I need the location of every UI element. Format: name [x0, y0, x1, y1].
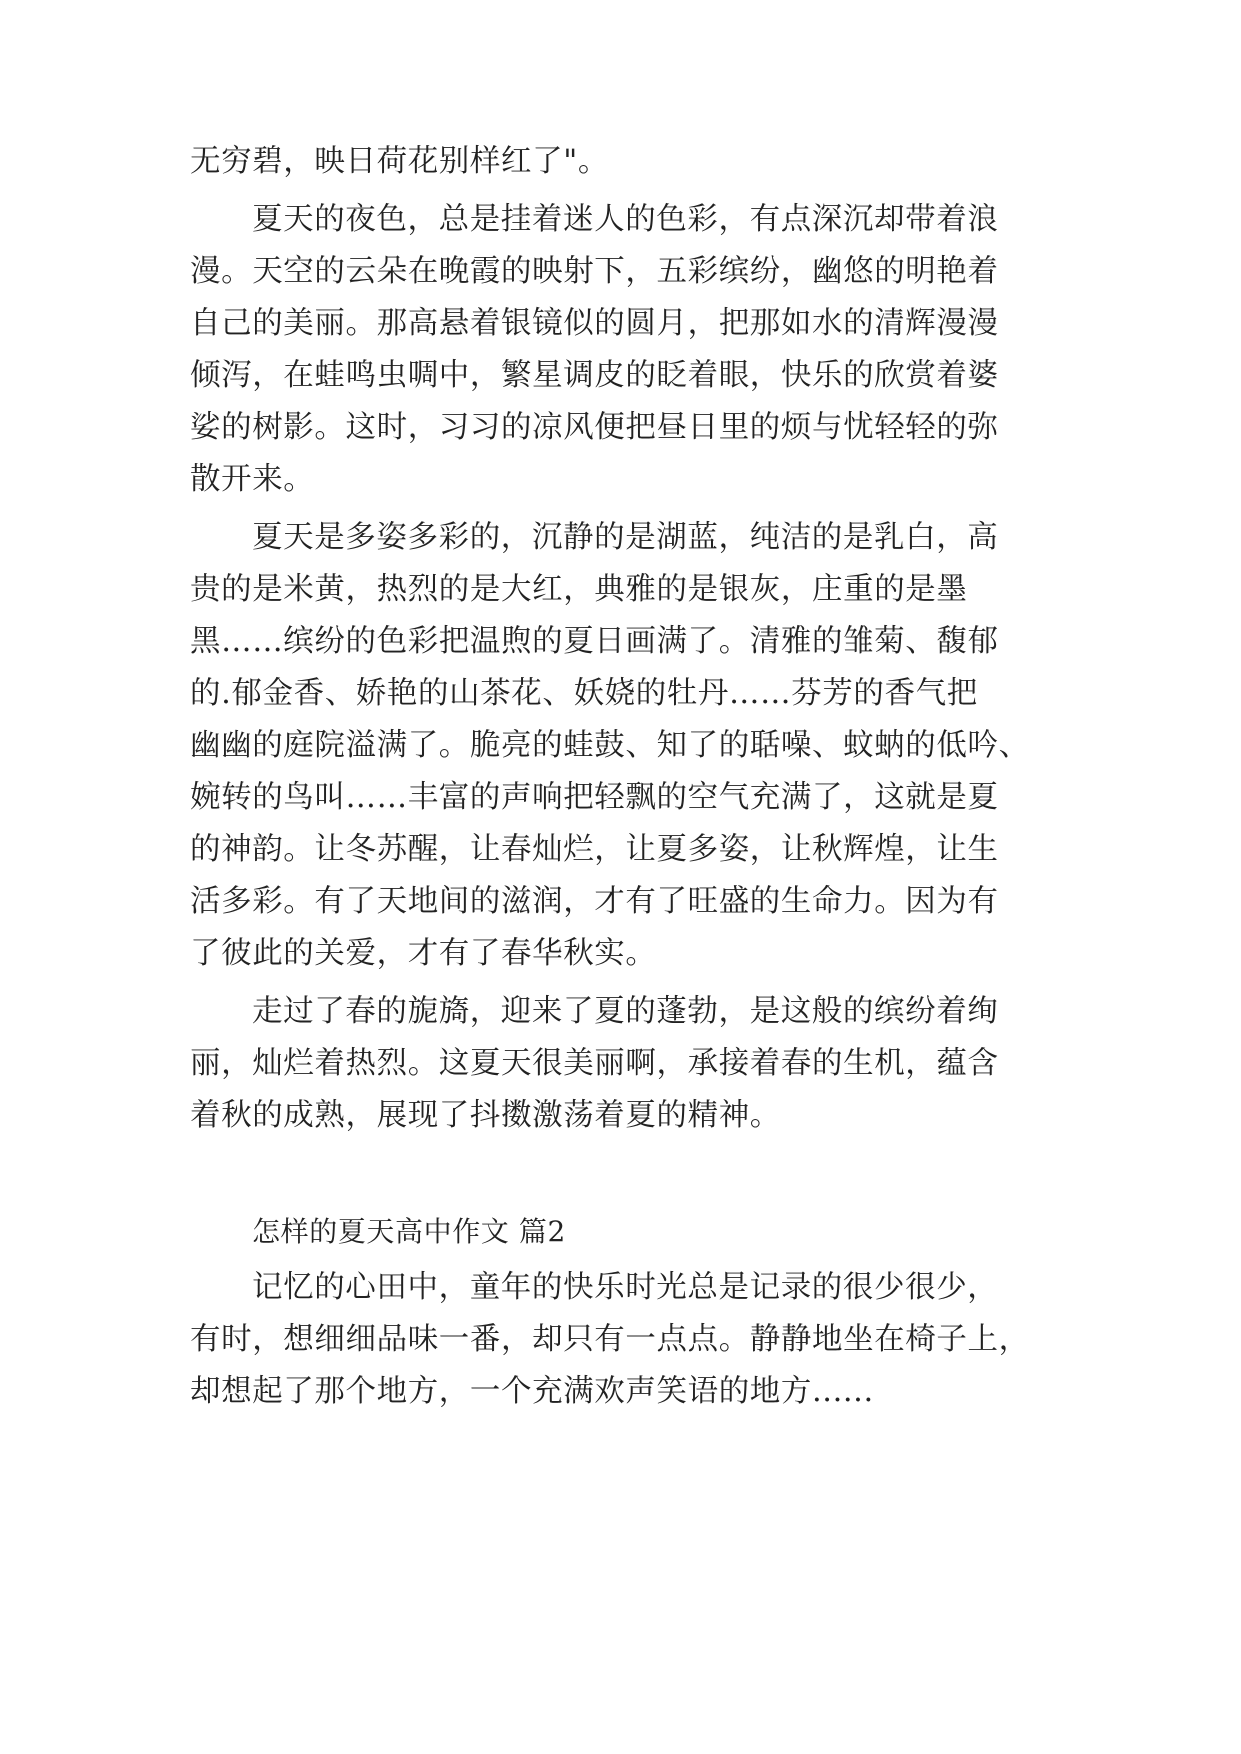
paragraph-first-line: 夏天的夜色，总是挂着迷人的色彩，有点深沉却带着浪 — [252, 202, 999, 237]
text-line: 黑……缤纷的色彩把温煦的夏日画满了。清雅的雏菊、馥郁 — [190, 624, 999, 659]
paragraph-first-line: 记忆的心田中，童年的快乐时光总是记录的很少很少， — [252, 1270, 999, 1305]
text-line: 丽，灿烂着热烈。这夏天很美丽啊，承接着春的生机，蕴含 — [190, 1046, 999, 1081]
text-line: 幽幽的庭院溢满了。脆亮的蛙鼓、知了的聒噪、蚊蚋的低吟、 — [190, 728, 1030, 763]
text-line: 婉转的鸟叫……丰富的声响把轻飘的空气充满了，这就是夏 — [190, 780, 999, 815]
paragraph-first-line: 夏天是多姿多彩的，沉静的是湖蓝，纯洁的是乳白，高 — [252, 520, 999, 555]
text-line: 漫。天空的云朵在晚霞的映射下，五彩缤纷，幽悠的明艳着 — [190, 254, 999, 289]
text-line: 着秋的成熟，展现了抖擞激荡着夏的精神。 — [190, 1098, 781, 1133]
text-line: 散开来。 — [190, 462, 315, 497]
text-line: 贵的是米黄，热烈的是大红，典雅的是银灰，庄重的是墨 — [190, 572, 968, 607]
text-line: 有时，想细细品味一番，却只有一点点。静静地坐在椅子上， — [190, 1322, 1030, 1357]
text-line: 倾泻，在蛙鸣虫啁中，繁星调皮的眨着眼，快乐的欣赏着婆 — [190, 358, 999, 393]
text-line: 无穷碧，映日荷花别样红了"。 — [190, 144, 609, 179]
section-heading: 怎样的夏天高中作文 篇2 — [252, 1215, 566, 1248]
text-line: 的.郁金香、娇艳的山茶花、妖娆的牡丹……芬芳的香气把 — [190, 676, 978, 711]
text-line: 的神韵。让冬苏醒，让春灿烂，让夏多姿，让秋辉煌，让生 — [190, 832, 999, 867]
text-line: 却想起了那个地方，一个充满欢声笑语的地方...... — [190, 1374, 874, 1409]
text-line: 了彼此的关爱，才有了春华秋实。 — [190, 936, 657, 971]
text-line: 活多彩。有了天地间的滋润，才有了旺盛的生命力。因为有 — [190, 884, 999, 919]
text-line: 自己的美丽。那高悬着银镜似的圆月，把那如水的清辉漫漫 — [190, 306, 999, 341]
text-line: 娑的树影。这时，习习的凉风便把昼日里的烦与忧轻轻的弥 — [190, 410, 999, 445]
paragraph-first-line: 走过了春的旎旖，迎来了夏的蓬勃，是这般的缤纷着绚 — [252, 994, 999, 1029]
